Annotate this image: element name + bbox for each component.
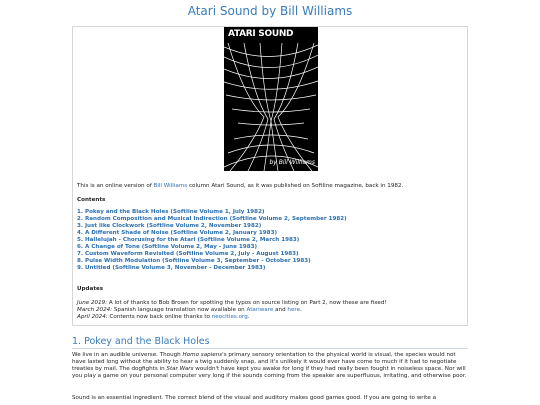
chapter-1-paragraph-2: Sound is an essential ingredient. The correct blend of the visual and auditory makes good games good. If you are going to write a <box>72 395 437 401</box>
list-item <box>77 265 347 272</box>
updates-heading: Updates <box>77 286 104 292</box>
list-item <box>77 216 347 223</box>
update-entry: April 2024: Contents now back online thanks to neocities.org. <box>77 314 250 320</box>
heading-divider <box>72 348 468 349</box>
neocities-link[interactable]: neocities.org <box>211 314 248 320</box>
update-entry: March 2024: Spanish language translation now available on Atariware and here. <box>77 307 302 313</box>
contents-link-9[interactable]: 9. Untitled (Softline Volume 3, November - December 1983) <box>77 265 266 271</box>
cover-wireframe-art <box>224 27 318 171</box>
list-item <box>77 258 347 265</box>
contents-link-5[interactable]: 5. Hallelujah - Chorusing for the Atari (Softline Volume 2, March 1983) <box>77 237 300 243</box>
update-entry: June 2019: A lot of thanks to Bob Brown for spotting the typos on source listing on Part 2, now these are fixed! <box>77 300 387 306</box>
list-item <box>77 209 347 216</box>
cover-image <box>224 27 318 171</box>
intro-text: This is an online version of Bill Williams column Atari Sound, as it was published on Softline magazine, back in 1982. <box>77 183 404 189</box>
contents-list <box>77 209 347 272</box>
contents-link-8[interactable]: 8. Pulse Width Modulation (Softline Volume 3, September - October 1983) <box>77 258 311 264</box>
list-item <box>77 223 347 230</box>
list-item <box>77 237 347 244</box>
list-item <box>77 244 347 251</box>
cover-title: ATARI SOUND <box>228 29 294 39</box>
bill-williams-link[interactable]: Bill Williams <box>153 183 188 189</box>
contents-link-2[interactable]: 2. Random Composition and Musical Indirection (Softline Volume 2, September 1982) <box>77 216 347 222</box>
contents-link-1[interactable]: 1. Pokey and the Black Holes (Softline Volume 1, July 1982) <box>77 209 265 215</box>
intro-box <box>72 26 468 326</box>
cover-author: by Bill Williams <box>269 159 315 166</box>
list-item <box>77 251 347 258</box>
contents-link-3[interactable]: 3. Just like Clockwork (Softline Volume 2, November 1982) <box>77 223 262 229</box>
chapter-1-paragraph-1: We live in an audible universe. Though Homo sapiens's primary sensory orientation to the physical world is visual, the species would not have lasted long without the ability to hear a twig suddenly snap, and it's unlikely it would ever have come to much if it had to negotiate treaties by mail. The dogfights in Star Wars wouldn't have kept you awake for long if they had really been fought in noiseless space. Nor will you play a game on your personal computer very long if the sounds coming from the speaker are superfluous, irritating, and otherwise poor. <box>72 352 467 379</box>
contents-link-6[interactable]: 6. A Change of Tone (Softline Volume 2, May - June 1983) <box>77 244 258 250</box>
updates-list <box>77 300 467 321</box>
contents-heading: Contents <box>77 197 106 203</box>
here-link[interactable]: here <box>287 307 301 313</box>
chapter-1-heading: 1. Pokey and the Black Holes <box>72 336 210 347</box>
contents-link-7[interactable]: 7. Custom Waveform Revisited (Softline Volume 2, July - August 1983) <box>77 251 299 257</box>
list-item <box>77 230 347 237</box>
contents-link-4[interactable]: 4. A Different Shade of Noise (Softline Volume 2, January 1983) <box>77 230 278 236</box>
page-title: Atari Sound by Bill Williams <box>187 4 353 18</box>
atariware-link[interactable]: Atariware <box>246 307 274 313</box>
